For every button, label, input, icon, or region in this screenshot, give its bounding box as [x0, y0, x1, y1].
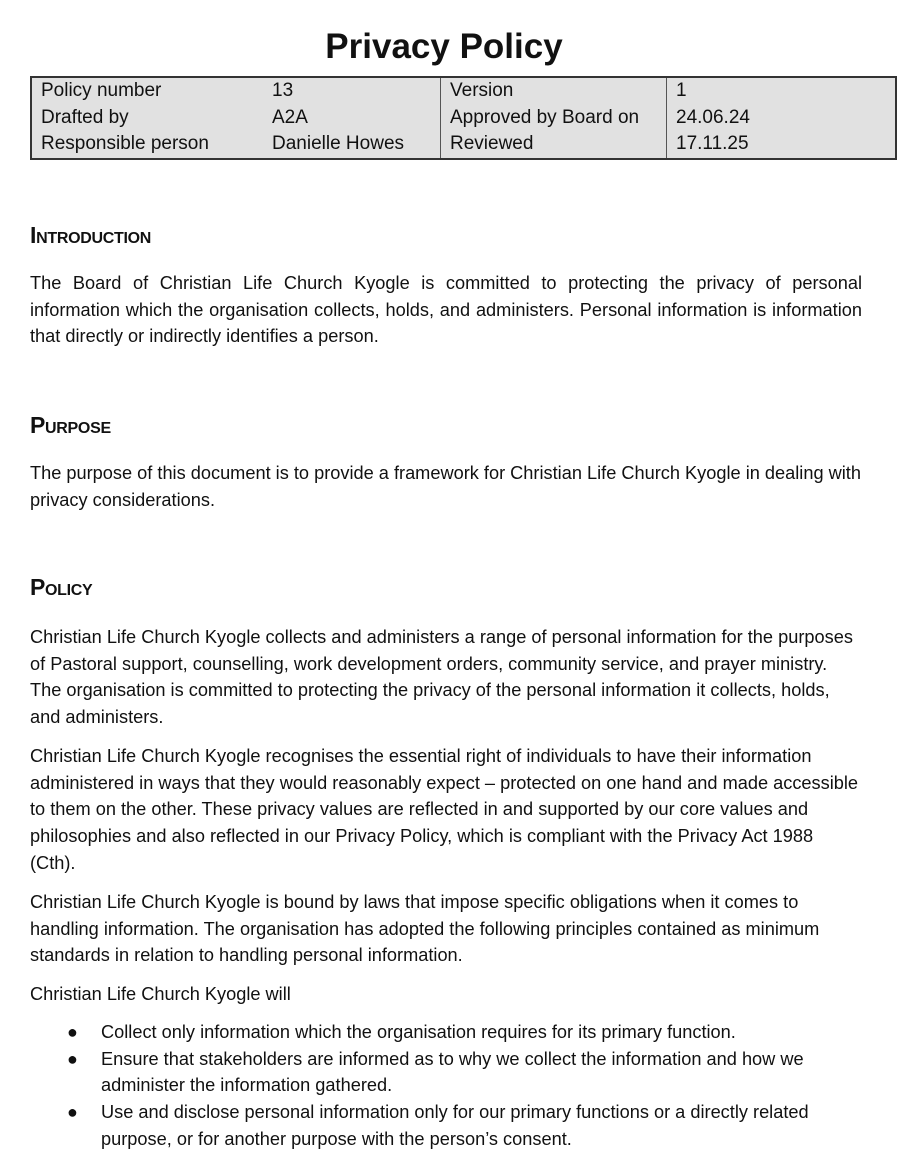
approved-label: Approved by Board on — [441, 105, 667, 132]
drafted-by-value: A2A — [263, 105, 441, 132]
version-label: Version — [441, 77, 667, 105]
purpose-heading: Purpose — [30, 412, 111, 438]
policy-commitments-list — [30, 1019, 870, 1153]
purpose-paragraph: The purpose of this document is to provide a framework for Christian Life Church Kyogle in dealing with privacy considerations. — [30, 463, 861, 510]
list-item — [30, 1046, 870, 1099]
policy-paragraph-1: Christian Life Church Kyogle collects and administers a range of personal information for the purposes of Pastoral support, counselling, work development orders, community service, and prayer ministry. The organisation is committed to protecting the privacy of the personal information it collects, holds, and administers. — [30, 627, 853, 728]
policy-paragraph-4: Christian Life Church Kyogle will — [30, 984, 291, 1004]
policy-paragraph-2: Christian Life Church Kyogle recognises the essential right of individuals to have their information administered in ways that they would reasonably expect – protected on one hand and made accessible to them on the other. These privacy values are reflected in and supported by our core values and philosophies and also reflected in our Privacy Policy, which is compliant with the Privacy Act 1988 (Cth). — [30, 746, 859, 873]
list-item-text: Use and disclose personal information only for our primary functions or a directly related purpose, or for another purpose with the person’s consent. — [101, 1102, 809, 1149]
responsible-person-value: Danielle Howes — [263, 131, 441, 159]
bullet-icon: ● — [67, 1102, 78, 1123]
bullet-icon: ● — [67, 1048, 78, 1069]
version-value: 1 — [676, 80, 687, 101]
reviewed-value: 17.11.25 — [676, 133, 749, 155]
list-item-text: Ensure that stakeholders are informed as to why we collect the information and how we administer the information gathered. — [101, 1048, 804, 1096]
drafted-by-label: Drafted by — [41, 106, 129, 128]
table-row — [31, 131, 896, 159]
responsible-person-label: Responsible person — [41, 133, 209, 155]
reviewed-label: Reviewed — [441, 131, 667, 159]
introduction-paragraph: The Board of Christian Life Church Kyogle is committed to protecting the privacy of personal information which the organisation collects, holds, and administers. Personal information is information that directly or indirectly identifies a person. — [30, 273, 862, 347]
approved-value: 24.06.24 — [676, 106, 750, 128]
table-row — [31, 105, 896, 132]
policy-info-table — [30, 76, 897, 160]
policy-number-value: 13 — [263, 77, 441, 105]
introduction-heading: Introduction — [30, 222, 152, 248]
policy-number-label: Policy number — [41, 80, 162, 101]
policy-paragraph-3: Christian Life Church Kyogle is bound by laws that impose specific obligations when it comes to handling information. The organisation has adopted the following principles contained as minimum standards in relation to handling personal information. — [30, 892, 820, 966]
list-item — [30, 1019, 870, 1046]
list-item-text: Collect only information which the organisation requires for its primary function. — [101, 1022, 736, 1042]
table-row — [31, 77, 896, 105]
policy-heading: Policy — [30, 574, 93, 600]
list-item — [30, 1099, 870, 1152]
page-title: Privacy Policy — [325, 27, 563, 67]
bullet-icon: ● — [67, 1022, 78, 1042]
